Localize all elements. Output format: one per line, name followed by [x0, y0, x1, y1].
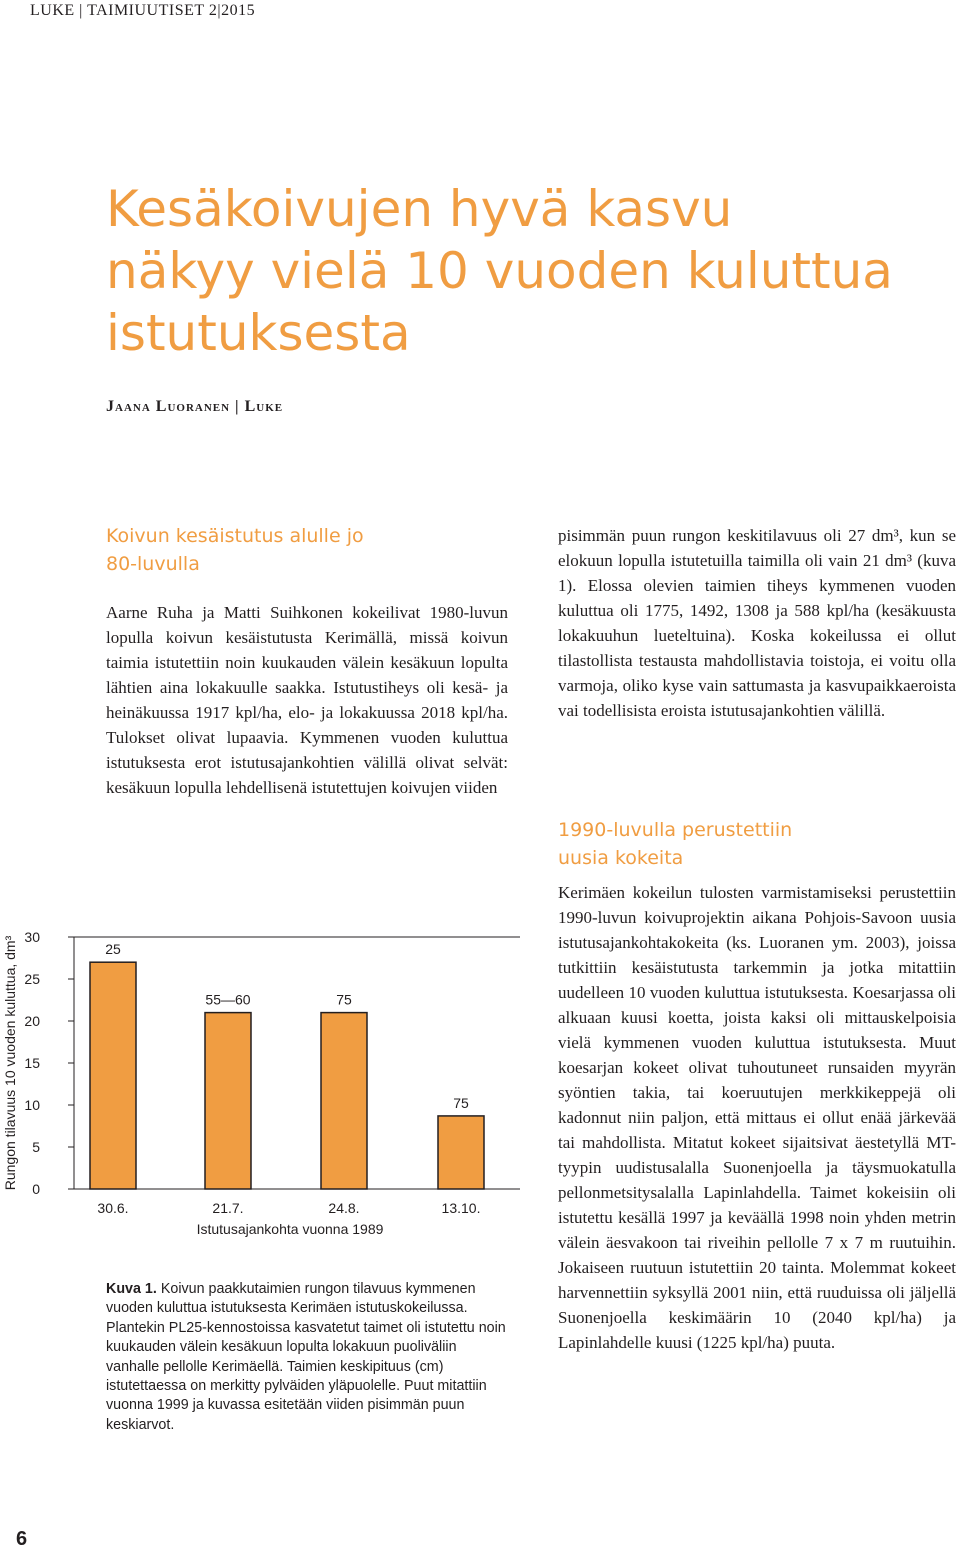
section1-heading	[106, 522, 506, 578]
y-tick-label: 30	[24, 929, 40, 945]
section1-heading-line-1: Koivun kesäistutus alulle jo	[106, 525, 364, 547]
bar	[438, 1116, 484, 1189]
author-byline: Jaana Luoranen | Luke	[106, 398, 284, 415]
y-axis-label: Rungon tilavuus 10 vuoden kuluttua, dm³	[2, 935, 18, 1191]
section1-heading-line-2: 80-luvulla	[106, 553, 200, 575]
right-column-paragraph-1	[558, 523, 956, 723]
y-tick-label: 5	[32, 1139, 40, 1155]
right-paragraph-1: pisimmän puun rungon keskitilavuus oli 27 dm³, kun se elokuun lopulla istutetuilla taimilla oli vain 21 dm³ (kuva 1). Elossa olevien taimien tiheys kymmenen vuoden kuluttua oli 1775, 1492, 1308 ja 588 kpl/ha (kesäkuusta lokakuuhun lueteltuina). Koska kokeilussa ei ollut tilastollista testausta mahdollistavia toistoja, ei voitu olla varmoja, oliko kyse vain sattumasta ja kasvupaikkaeroista vai todellisista eroista istutusajankohtien välillä.	[558, 526, 956, 720]
bar	[205, 1013, 251, 1189]
page-number: 6	[16, 1528, 28, 1550]
x-tick-label: 30.6.	[97, 1200, 129, 1216]
title-line-1: Kesäkoivujen hyvä kasvu	[106, 180, 733, 238]
article-title	[106, 178, 956, 364]
right-column-paragraph-2	[558, 880, 956, 1355]
bar-data-label: 55—60	[205, 991, 251, 1008]
figure-caption	[106, 1280, 508, 1435]
x-tick-label: 13.10.	[441, 1200, 481, 1216]
y-tick-label: 20	[24, 1013, 40, 1029]
right-paragraph-2: Kerimäen kokeilun tulosten varmistamiseksi perustettiin 1990-luvun koivuprojektin aikana Pohjois-Savoon uusia istutusajankohtakokeita (ks. Luoranen ym. 2003), joissa tutkittiin kesäistutusta tarkemmin ja jotka mitattiin uudelleen 10 vuoden kuluttua istutuksesta. Koesarjassa oli alkuaan kuusi koetta, joista kaksi oli mittauskelpoisia vielä kymmenen vuoden kuluttua istutuksesta. Muut koesarjan kokeet olivat tuhoutuneet runsaiden myyrän syöntien takia, tai koeruutujen merkkikeppejä oli kadonnut niin paljon, että mittaus ei ollut enää järkevää tai mahdollista. Mitatut kokeet sijaitsivat äestetyllä MT-tyypin uudistusalalla Suonenjoella ja täysmuokatulla pellonmetsitysalalla Lapinlahdella. Taimet kokeisiin oli istutettu kesällä 1997 ja keväällä 1998 noin yhden metrin välein äesvakoon tai riveihin pellolle 7 x 7 m ruutuihin. Jokaiseen ruutuun istutettiin 20 tainta. Molemmat kokeet harvennettiin syksyllä 2001 niin, että ruuduissa oli jäljellä Suonenjoella keskimäärin 10 (2040 kpl/ha) ja Lapinlahdelle kuusi (1225 kpl/ha) puuta.	[558, 883, 956, 1352]
caption-label: Kuva 1.	[106, 1281, 157, 1297]
section2-heading	[558, 816, 956, 872]
section1-body	[106, 600, 508, 800]
bar-data-label: 75	[336, 991, 352, 1008]
y-tick-label: 0	[32, 1181, 40, 1197]
caption-text: Koivun paakkutaimien rungon tilavuus kymmenen vuoden kuluttua istutuksesta Kerimäen istutuskokeilussa. Plantekin PL25-kennostoissa kasvatetut taimet oli istutettu noin kuukauden välein kesäkuun lopulta lokakuun puoliväliin vanhalle pellolle Kerimäellä. Taimien keskipituus (cm) istutettaessa on merkitty pylväiden yläpuolelle. Puut mitattiin vuonna 1999 ja kuvassa esitetään viiden pisimmän puun keskiarvot.	[106, 1281, 506, 1433]
section2-heading-line-2: uusia kokeita	[558, 847, 684, 869]
x-tick-label: 24.8.	[328, 1200, 360, 1216]
title-line-2: näkyy vielä 10 vuoden kuluttua	[106, 242, 893, 300]
bar-data-label: 75	[453, 1094, 469, 1111]
y-tick-label: 15	[24, 1055, 40, 1071]
y-tick-label: 25	[24, 971, 40, 987]
bar-data-label: 25	[105, 941, 121, 958]
title-line-3: istutuksesta	[106, 304, 411, 362]
x-tick-label: 21.7.	[212, 1200, 244, 1216]
y-tick-label: 10	[24, 1097, 40, 1113]
section1-paragraph: Aarne Ruha ja Matti Suihkonen kokeilivat 1980-luvun lopulla koivun kesäistutusta Kerimällä, missä koivun taimia istutettiin noin kuukauden välein kesäkuun lopulta lähtien aina lokakuulle saakka. Istutustiheys oli kesä- ja heinäkuussa 1917 kpl/ha, elo- ja lokakuussa 2018 kpl/ha. Tulokset olivat lupaavia. Kymmenen vuoden kuluttua istutuksesta erot istutusajankohtien välillä olivat selvät: kesäkuun lopulla lehdellisenä istutettujen koivujen viiden	[106, 603, 508, 797]
bar	[321, 1013, 367, 1189]
bar	[90, 962, 136, 1189]
bar-chart	[0, 900, 540, 1250]
running-header: LUKE | TAIMIUUTISET 2|2015	[30, 2, 256, 19]
section2-heading-line-1: 1990-luvulla perustettiin	[558, 819, 793, 841]
x-axis-label: Istutusajankohta vuonna 1989	[196, 1221, 384, 1237]
